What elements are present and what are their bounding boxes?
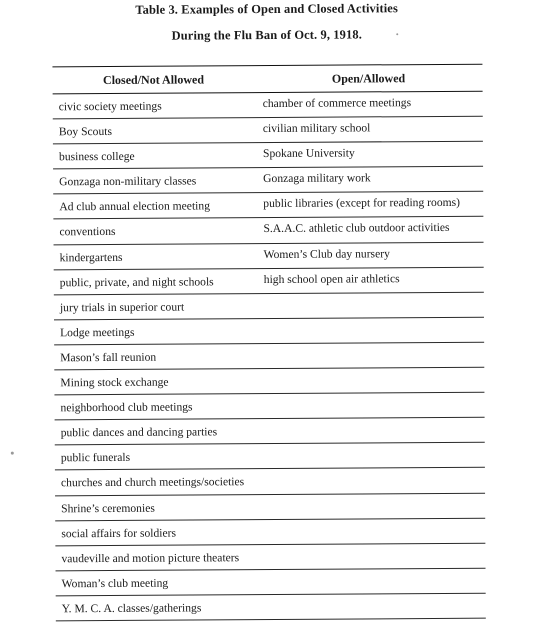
open-activity-cell xyxy=(262,343,484,368)
table-row xyxy=(53,117,483,145)
open-activity-cell xyxy=(263,468,485,493)
closed-activity-cell: conventions xyxy=(59,225,116,239)
closed-activity-cell: public, private, and night schools xyxy=(59,274,214,289)
closed-activity-cell: Y. M. C. A. classes/gatherings xyxy=(61,601,202,616)
table-row xyxy=(55,493,485,521)
table-row xyxy=(54,393,484,421)
table-row xyxy=(55,418,485,446)
scan-speck xyxy=(11,452,14,455)
closed-activity-cell: churches and church meetings/societies xyxy=(60,475,245,490)
open-activity-cell xyxy=(262,292,484,317)
table-row xyxy=(54,267,484,295)
scan-speck xyxy=(396,33,398,35)
open-activity-cell xyxy=(263,543,485,568)
table-body xyxy=(53,92,486,622)
table-row xyxy=(55,468,485,496)
open-activity-cell xyxy=(263,493,485,518)
closed-activity-cell: jury trials in superior court xyxy=(59,300,185,315)
open-activity-cell xyxy=(262,368,484,393)
open-activity-cell: Women’s Club day nursery xyxy=(263,246,390,261)
open-activity-cell xyxy=(263,443,485,468)
open-activity-cell xyxy=(262,318,484,343)
closed-activity-cell: business college xyxy=(58,150,135,164)
open-activity-cell xyxy=(264,594,486,619)
closed-activity-cell: Shrine’s ceremonies xyxy=(61,501,155,515)
open-activity-cell: Gonzaga military work xyxy=(263,171,371,186)
table-row xyxy=(53,217,483,245)
closed-activity-cell: public funerals xyxy=(60,451,131,465)
table-row xyxy=(53,142,483,170)
open-activity-cell: chamber of commerce meetings xyxy=(262,96,412,111)
open-activity-cell xyxy=(262,393,484,418)
closed-activity-cell: social affairs for soldiers xyxy=(61,526,177,540)
closed-activity-cell: vaudeville and motion picture theaters xyxy=(61,550,240,565)
table-title: Table 3. Examples of Open and Closed Activities xyxy=(135,1,398,17)
table-row xyxy=(55,443,485,471)
table-row xyxy=(53,167,483,195)
closed-activity-cell: Boy Scouts xyxy=(58,125,113,139)
closed-activity-cell: Mining stock exchange xyxy=(60,375,169,390)
closed-activity-cell: Lodge meetings xyxy=(60,325,135,340)
closed-activity-cell: Mason’s fall reunion xyxy=(60,350,157,365)
table-subtitle: During the Flu Ban of Oct. 9, 1918. xyxy=(171,27,362,43)
closed-activity-cell: kindergartens xyxy=(59,250,123,264)
closed-activity-cell: civic society meetings xyxy=(58,99,162,114)
closed-activity-cell: neighborhood club meetings xyxy=(60,400,193,415)
activities-table xyxy=(52,64,485,622)
table-row xyxy=(54,242,484,270)
table-header xyxy=(52,65,482,94)
table-row xyxy=(56,568,486,596)
open-activity-cell: S.A.A.C. athletic club outdoor activities xyxy=(263,221,450,236)
open-activity-cell xyxy=(264,568,486,593)
table-row xyxy=(53,192,483,220)
open-activity-cell: high school open air athletics xyxy=(263,271,400,286)
table-row xyxy=(53,92,483,120)
table-row xyxy=(54,368,484,396)
closed-activity-cell: Woman’s club meeting xyxy=(61,576,169,591)
table-row xyxy=(55,518,485,546)
column-header-closed: Closed/Not Allowed xyxy=(102,71,205,87)
open-activity-cell: civilian military school xyxy=(262,121,371,136)
open-activity-cell: Spokane University xyxy=(262,146,355,161)
table-row xyxy=(54,318,484,346)
open-activity-cell xyxy=(263,418,485,443)
closed-activity-cell: public dances and dancing parties xyxy=(60,425,218,440)
closed-activity-cell: Gonzaga non-military classes xyxy=(59,174,197,189)
open-activity-cell: public libraries (except for reading rooms) xyxy=(263,196,461,211)
open-activity-cell xyxy=(263,518,485,543)
column-header-open: Open/Allowed xyxy=(331,70,406,86)
table-row xyxy=(56,594,486,622)
table-row xyxy=(54,292,484,320)
table-row xyxy=(54,343,484,371)
table-row xyxy=(55,543,485,571)
closed-activity-cell: Ad club annual election meeting xyxy=(59,199,211,214)
